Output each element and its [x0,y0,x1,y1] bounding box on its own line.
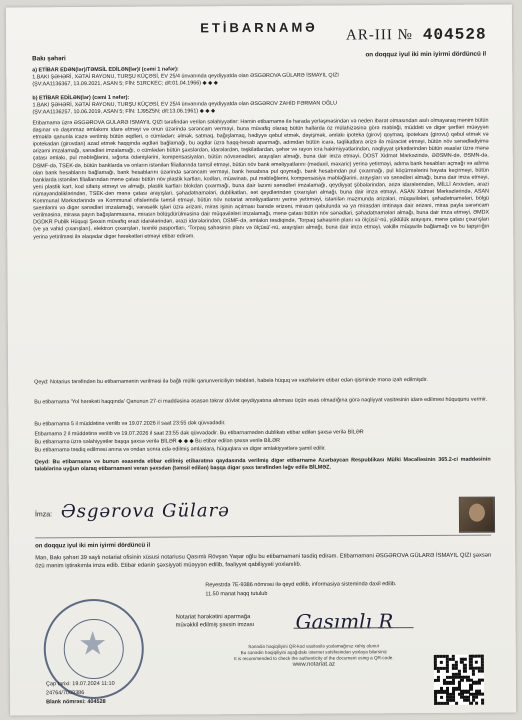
verify-en: It is recommended to check the authenticity of the document using a QR-code. [234,655,394,662]
document-code: 24764/7009386 [46,690,85,697]
notary-signature: Gasımlı R [295,609,394,634]
transfer-text-3: Bu etibarnamə təsdiq edilməsi anına və ondan sonra edə edilmiş əmlaklara, hüquqlara və digər əmlakiyyətlərə şamil edilir. [34,445,326,454]
verify-az-2: Bu sənədin həqiqiliyini aşağıdakı internet səhifəsindən yoxlaya bilərsiniz [240,649,387,656]
agent-address: 1.BAKI ŞƏHƏRİ, XƏTAİ RAYONU, TURŞU KÜÇƏSİ, EV 25/4 ünvanında qeydiyyatda olan ƏSGƏROV ZAHİD FƏRMAN OĞLU [32,100,338,109]
document-number: 404528 [422,25,487,45]
agent-ids: (ŞV:AA1136257, 10.06.2019, ASAN 5; FİN: 1J95Z5N; d/t:13.06.1961) ◆ ◆ ◆ [32,108,216,116]
registry-note: Qeyd: Bu etibarnamə və bunun əsasında etibar edilmiş etibarətmə qaydasında verilmiş digər etibarnamə Azərbaycan Respublikası Mülki Məcəlləsinin 365.2-ci maddəsinin tələblərinə uyğun olaraq etibarnaməni veran şəxsdən (təmsil edilən) başqa digər şəxs tərəfindən ləğv edilə BİLMƏZ. [34,456,491,473]
verify-az: Sənədin həqiqiliyini QR-kod vasitəsilə yoxlamağınız xahiş olunur [248,643,380,650]
attestation-text: Mən, Bakı şəhəri 39 saylı notariat ofisinin xüsusi notariusu Qasımlı Rövşən Yaşar oğlu bu etibarnaməni təsdiq edirəm. Etibarnaməni ƏSGƏROVA GÜLARƏ İSMAYIL QIZI şəxsən özü mənim iştirakımla imza edib. Etibar edənin şəxsiyyəti müəyyən edilib, fəaliyyət qabiliyyəti yoxlanılıb. [35,552,492,569]
print-date: Çap tarixi: 19.07.2024 11:10 [45,680,115,688]
transfer-text-1: Etibarnamə 2 il müddətinə verilib və 19.07.2026 il saat 23:55 dək qüvvədədir. Bu etibarnamədən dublikatı etibar edilən şəxsə verilə BİLƏR [34,429,364,438]
fee-text: 11.50 manat haqq tutulub [205,590,268,598]
document-title: ETİBARNAMƏ [200,19,318,36]
notariat-url[interactable]: www.notariat.az [292,661,336,668]
divider [35,535,491,539]
powers-text: Etibarnamə üzrə ƏSGƏROVA GÜLARƏ İSMAYIL QIZI tərəfindən verilən səlahiyyətlər: Həmin etibarnamə ilə harada yerləşməsindən və neden ibarət olmasından asılı olmayaraq mənim bütün daşınar və daşınmaz əmlakımı idarə etməyi və onun üzərində sərəncam verməyi, buna müvafiq olaraq bütün hallarda öz mülahizəsinə görə məbləği, müddəti və digər şərtləri müəyyən etməklə qanunla icazə verilmiş bütün əqdləri, o cümlədən: əlmək, satmaq, bağışlamaq, hədiyyə qəbul etmək, dəyişmək, əmlakı ipoteka (girov) qoymaq, ipotekanı (girovu) qəbul etmək və ipotekadan (girovdan) azad etmək haqqında əqdləri bağlamağı, bu əqdlər üzrə haqq-hesab aparmağı, adımdan bütün icarə, təqlikatlara ərizə ilə müraciət etməyi, bütün növ sənədlədiyimə ərizəmi imzalamağı, sənədləri imzalamağı, o cümlədən bütün şəxslərdən, idarələrdən, təşkilatlardan, şəhər və rayon icra hakimiyyətlərindən, nəqliyyat şirkətlərindən bütün əsaslar üzrə mənə çatası əmlakı, pul məbləğlərini, sığorta ödənişlərini, kompensasiyaları, bütün növsənədləri, arayışları almağı, buna dair imza etməyi, DOST Xidmət Mərkəzində, ƏƏSMN-də, ƏSMN-də, DSMF-də, TSEK-də, bütün banklarda və onların istənilən filiallarında təmsil etməyi, bütün növ bank əməliyyatlarını (mədaxil, məxaric) yerinə yetirməyi, adıma bank hesabları açmağı və adıma olan bank hesablarını bağlamağı, bank hesablarını üzərində sərəncam verməyi, bank hesabına pul qoymağı, bank hesabından pul çıxarmağı, pul köçürmələrini həyata keçirməyi, bütün banklarda istənilən filiallarından mənə çatası bütün növ plastik kartları, kodları, müavinatı, pul məbləğlərini, kompensasiya məbləğlərini, arayışları və sənədləri almağı, buna dair imza etməyi, yeni plastik kart, kod sifariş etməyi və almağı, plastik kartları blokdan çıxarmağı, buna dair lazımi sənədləri imzalamağı, qeydiyyat şöbələrindən, ərizə idarələrindən, MİLLİ Arxivdən, arazi nümayəndəliklərindən, TSEK-dən mənə çatası arayışları, şəhadətnamələri, dublikatları, əət qeydlərindən çıxarışları almağı, buna dair imza etməyi, ASAN Xidmət Mərkəzlərində, ASAN Kommunal Mərkəzlərində və Kommunal ofislərində təmsil etməyi, bütün növ notariat əməliyyatlarını yerinə yetirməyi, istənilən məzmunda ərizələri, müqavilələri, şəhadətnamələri, bölgü sxemlərini və digər sənədləri imzalamağı, vərəsəlik işləri üzrə ərizəni, miras işinin açılması barədə ərizəni, mirasın qəbulunda və ya mirasdan imtinaya dair ərizəni, miras payla sərəncam verilməsinə, mirasa payın bağışlanmasına, mirasın bölüşdürülməsinə dair müqavilələri imzalamağı, mənə çatası bütün növ sənədləri, şəhadətnamələri almağı, buna dair imza etməyi, ƏMDX DGDKR Publik Hüquqi Şəxsin müvafiq ərazi idarələrindən, ərazi idarələrindən, DSMF-də, əmlakın təsdiqində, 'Torpaq sahəsinin planı və ölçüsü'-nü, yüklülük arayışını, mənə çatası çıxarışları (ve ya vahid çıxarışları), elektron çıxarışları, texniki pasportları, 'Torpaq sahəsinin planı və ölçüsü'-nü, arayışları almağı, buna dair imza etməyi, vəkillə müqavilə bağlamağı və bu tapşırığın yerinə yetirilməsi ilə əlaqədar digər hərəkətləri etməyi etibar edirəm. [32,117,490,240]
attestation-date: on doqquz iyul iki min iyirmi dördüncü il [35,542,151,550]
principal-ids: (ŞV:AA1136367, 13.09.2021, ASAN 5; FİN: 51RCKEC; d/t:01.04.1966) ◆ ◆ ◆ [32,80,218,88]
city: Bakı şəhəri [32,55,66,63]
notary-note: Qeyd: Notarius tərəfindən bu etibarnamənin verilməsi ilə bağlı mülki qanunvericiliyin tələbləri, habelə hüquq və vəzifələrim etibar edən qisminde mənə izah edilmişdir. [34,376,428,386]
handwritten-signature: Əsgərova Gülarə [60,500,230,523]
principal-block [32,65,488,89]
agent-block [32,93,488,117]
issue-date-text: on doqquz iyul iki min iyirmi dördüncü il [365,50,487,59]
law-note: Bu etibarnamə 'Yol hərəkəti haqqında' Qanunun 27-ci maddəsinə əsasən təkrar dövlət qeydiyyatına alınması üçün əsas olmadığına görə nəqliyyat vasitəsinin idarə edilməsi hüququnu vermir. [34,396,488,406]
registry-text: Reyestrdə 7E-9386 nömrəsi ilə qeyd edilib, informasiya sistemində daxil edilib. [205,581,397,589]
series-label: AR-III № [345,27,413,44]
photo-thumbnail [459,497,495,533]
notary-label: Notariat hərəkətini aparmağa müvəkkil edilmiş şəxsin imzası [175,614,255,629]
agent-label: b) ETİBAR EDİLƏN(lər) (cəmi 1 nəfər): [32,94,130,102]
validity-text: Bu etibarnamə 5 il müddətinə verilib və 19.07.2026 il saat 23:55 dək qüvvədədir. [34,420,226,428]
principal-address: 1.BAKI ŞƏHƏRİ, XƏTAİ RAYONU, TURŞU KÜÇƏSİ, EV 25/4 ünvanında qeydiyyatda olan ƏSGƏROVA GÜLARƏ İSMAYIL QIZI [32,72,339,81]
blank-number: Blank nömrəsi: 404528 [46,698,106,706]
qr-code-icon[interactable] [434,655,484,705]
signature-row [35,499,491,532]
power-of-attorney-document [6,4,516,715]
verification-notice [206,643,422,672]
signature-label: İmza: [34,511,53,519]
principal-label: a) ETİBAR EDƏN(lər)/TƏMSİL EDİLƏN(lər)/ (cəmi 1 nəfər): [32,66,179,74]
series-number [346,26,487,45]
transfer-text-2: Bu etibarnamə üzrə səlahiyyətlər başqa şəxsə verilə BİLƏR ◆ ◆ ◆ Bu etibar edilən şəxsə verilə BİLƏR [34,437,281,446]
